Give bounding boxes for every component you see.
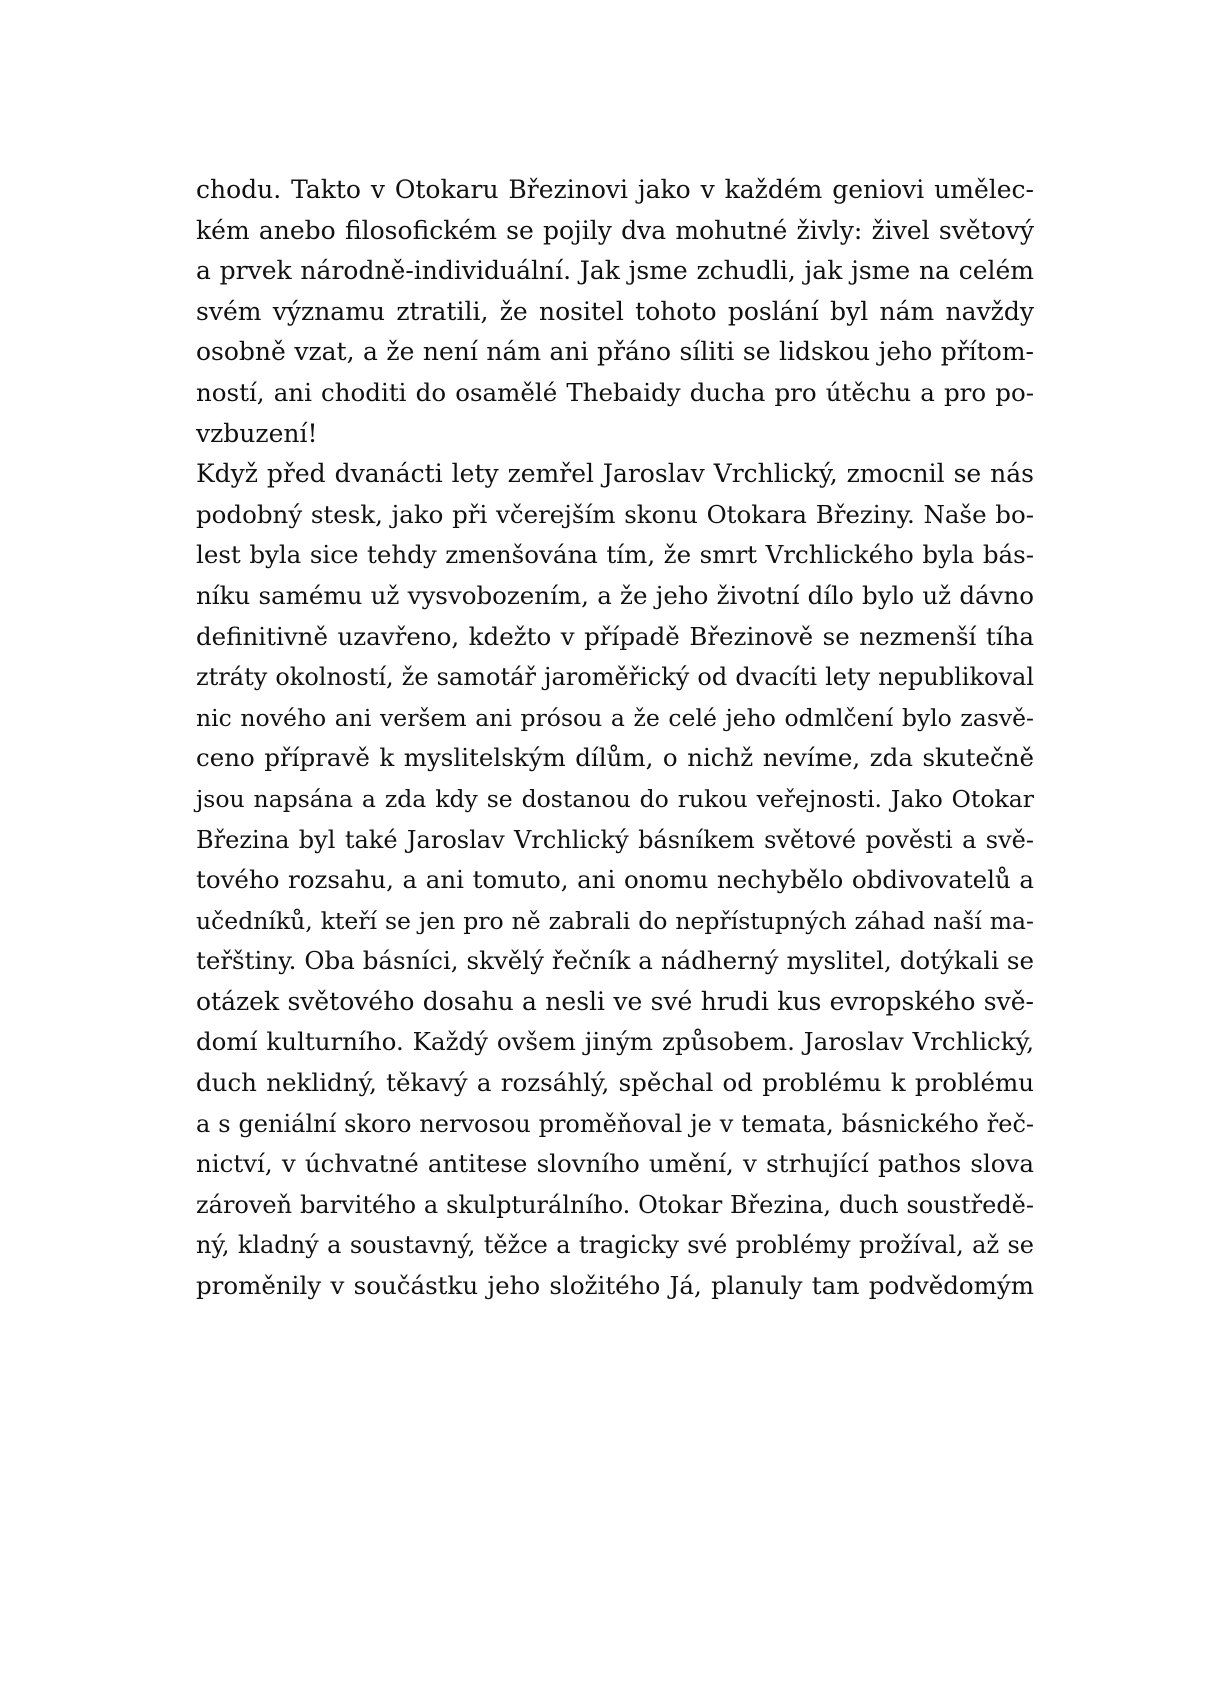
text-line: svém významu ztratili, že nositel tohoto poslání byl nám navždy bbox=[196, 296, 1034, 326]
text-line: domí kulturního. Každý ovšem jiným způsobem. Jaroslav Vrchlický, bbox=[196, 1027, 1034, 1057]
text-line: Březina byl také Jaroslav Vrchlický básníkem světové pověsti a svě- bbox=[196, 825, 1034, 854]
text-line: nic nového ani veršem ani prósou a že celé jeho odmlčení bylo zasvě- bbox=[196, 703, 1034, 732]
text-line: učedníků, kteří se jen pro ně zabrali do nepřístupných záhad naší ma- bbox=[196, 906, 1034, 935]
text-line: ceno přípravě k myslitelským dílům, o nichž nevíme, zda skutečně bbox=[196, 743, 1034, 773]
text-line: definitivně uzavřeno, kdežto v případě Březinově se nezmenší tíha bbox=[196, 621, 1034, 651]
text-line: otázek světového dosahu a nesli ve své hrudi kus evropského svě- bbox=[196, 986, 1034, 1016]
text-line: vzbuzení! bbox=[196, 418, 318, 448]
text-line: zároveň barvitého a skulpturálního. Otokar Březina, duch soustředě- bbox=[196, 1190, 1034, 1219]
text-line: ztráty okolností, že samotář jaroměřický od dvacíti lety nepublikoval bbox=[196, 663, 1034, 692]
text-line: Když před dvanácti lety zemřel Jaroslav Vrchlický, zmocnil se nás bbox=[196, 459, 1034, 489]
body-text bbox=[196, 170, 1034, 1307]
text-line: nictví, v úchvatné antitese slovního umění, v strhující pathos slova bbox=[196, 1149, 1034, 1179]
text-line: proměnily v součástku jeho složitého Já, planuly tam podvědomým bbox=[196, 1271, 1034, 1301]
text-line: ností, ani choditi do osamělé Thebaidy ducha pro útěchu a pro po- bbox=[196, 377, 1034, 407]
text-line: jsou napsána a zda kdy se dostanou do rukou veřejnosti. Jako Otokar bbox=[196, 784, 1034, 813]
text-line: chodu. Takto v Otokaru Březinovi jako v každém geniovi umělec- bbox=[196, 175, 1034, 204]
text-line: duch neklidný, těkavý a rozsáhlý, spěchal od problému k problému bbox=[196, 1068, 1034, 1098]
text-line: ný, kladný a soustavný, těžce a tragicky své problémy prožíval, až se bbox=[196, 1231, 1034, 1260]
text-line: podobný stesk, jako při včerejším skonu Otokara Březiny. Naše bo- bbox=[196, 499, 1034, 529]
text-line: osobně vzat, a že není nám ani přáno síliti se lidskou jeho přítom- bbox=[196, 337, 1034, 367]
text-line: a s geniální skoro nervosou proměňoval je v temata, básnického řeč- bbox=[196, 1109, 1034, 1138]
text-line: tového rozsahu, a ani tomuto, ani onomu nechybělo obdivovatelů a bbox=[196, 865, 1034, 895]
text-line: teřštiny. Oba básníci, skvělý řečník a nádherný myslitel, dotýkali se bbox=[196, 946, 1034, 976]
text-line: kém anebo filosofickém se pojily dva mohutné živly: živel světový bbox=[196, 215, 1034, 245]
text-line: níku samému už vysvobozením, a že jeho životní dílo bylo už dávno bbox=[196, 580, 1034, 610]
text-line: lest byla sice tehdy zmenšována tím, že smrt Vrchlického byla bás- bbox=[196, 540, 1034, 570]
text-line: a prvek národně-individuální. Jak jsme zchudli, jak jsme na celém bbox=[196, 256, 1034, 286]
